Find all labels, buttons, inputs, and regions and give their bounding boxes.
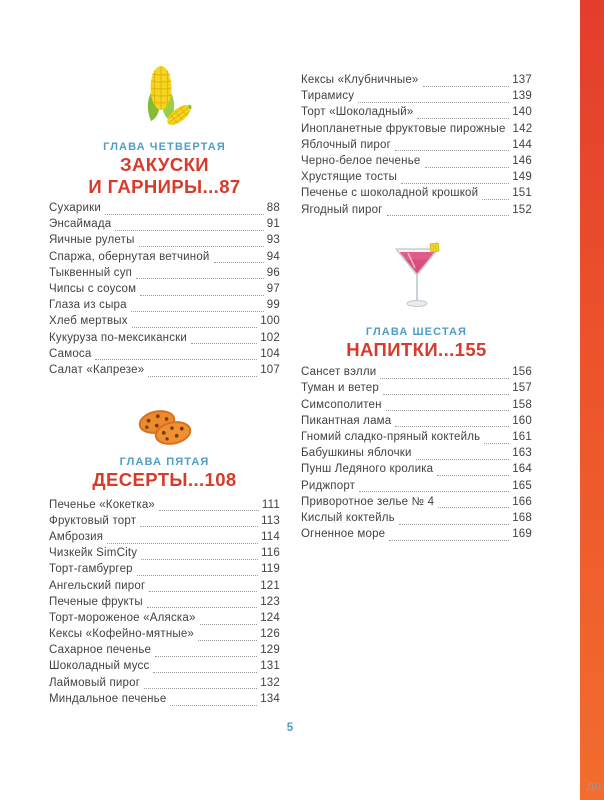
toc-item-label: Энсаймада: [49, 218, 112, 231]
toc-item-label: Симсополитен: [301, 398, 382, 411]
toc-item: [301, 155, 532, 171]
toc-item-label: Кексы «Кофейно-мятные»: [49, 628, 195, 641]
dotted-leader: [147, 607, 257, 608]
dotted-leader: [191, 343, 257, 344]
toc-item-page: 94: [266, 250, 280, 263]
dotted-leader: [416, 459, 510, 460]
toc-item-page: 168: [512, 511, 532, 524]
dotted-leader: [399, 524, 509, 525]
toc-item: [49, 299, 280, 315]
toc-item: [49, 515, 280, 531]
toc-item-label: Кукуруза по-мексикански: [49, 331, 188, 344]
dotted-leader: [115, 230, 263, 231]
toc-item: [301, 106, 532, 122]
dotted-leader: [380, 378, 509, 379]
toc-item-label: Туман и ветер: [301, 382, 379, 395]
left-column: [49, 0, 280, 709]
dotted-leader: [386, 410, 510, 411]
dotted-leader: [359, 491, 509, 492]
toc-item-label: Пунш Ледяного кролика: [301, 463, 434, 476]
dotted-leader: [140, 526, 258, 527]
toc-item-page: 102: [260, 331, 280, 344]
toc-item-label: Яблочный пирог: [301, 138, 392, 151]
page-number: 5: [286, 722, 294, 734]
toc-item-label: Глаза из сыра: [49, 299, 127, 312]
right-column: [301, 0, 532, 544]
toc-list-desserts-continued: [301, 74, 532, 220]
toc-item: [49, 267, 280, 283]
toc-item-label: Инопланетные фруктовые пирожные: [301, 122, 506, 135]
toc-item-label: Гномий сладко-пряный коктейль: [301, 430, 481, 443]
corn-icon: [134, 64, 196, 130]
dotted-leader: [437, 475, 509, 476]
toc-item: [301, 204, 532, 220]
toc-item-page: 91: [266, 218, 280, 231]
toc-item-page: 116: [261, 547, 280, 560]
toc-item: [49, 202, 280, 218]
toc-item-page: 160: [512, 414, 532, 427]
toc-item-page: 165: [512, 479, 532, 492]
toc-item: [49, 547, 280, 563]
toc-item-label: Миндальное печенье: [49, 692, 167, 705]
chapter6-kicker: ГЛАВА ШЕСТАЯ: [365, 325, 468, 338]
toc-item: [49, 628, 280, 644]
dotted-leader: [105, 214, 264, 215]
dotted-leader: [140, 295, 264, 296]
dotted-leader: [95, 359, 257, 360]
toc-item: [49, 693, 280, 709]
toc-item: [301, 447, 532, 463]
toc-item-label: Яичные рулеты: [49, 234, 135, 247]
toc-item: [49, 580, 280, 596]
dotted-leader: [107, 543, 258, 544]
watermark-text: да: [586, 778, 602, 793]
toc-item-page: 163: [512, 447, 532, 460]
toc-item-page: 156: [512, 366, 532, 379]
dotted-leader: [153, 672, 257, 673]
toc-item-label: Тирамису: [301, 90, 355, 103]
toc-item-page: 88: [266, 202, 280, 214]
toc-item-page: 97: [266, 282, 280, 295]
toc-item-page: 114: [261, 530, 280, 543]
toc-item-label: Печенье с шоколадной крошкой: [301, 187, 479, 200]
toc-item-label: Сахарное печенье: [49, 644, 152, 657]
dotted-leader: [482, 199, 509, 200]
toc-list-desserts: [49, 499, 280, 709]
toc-item: [301, 496, 532, 512]
dotted-leader: [383, 394, 509, 395]
dotted-leader: [198, 640, 257, 641]
toc-item: [301, 74, 532, 90]
toc-item-page: 131: [260, 660, 280, 673]
toc-item: [49, 660, 280, 676]
toc-item-label: Печеные фрукты: [49, 595, 143, 608]
toc-item-page: 166: [512, 495, 532, 508]
chapter4-title-line1: ЗАКУСКИ: [120, 154, 209, 175]
chapter4-kicker: ГЛАВА ЧЕТВЕРТАЯ: [103, 141, 226, 153]
toc-item-label: Огненное море: [301, 528, 386, 541]
toc-item: [49, 612, 280, 628]
toc-item-label: Торт-гамбургер: [49, 563, 133, 576]
toc-item: [301, 399, 532, 415]
toc-item-label: Бабушкины яблочки: [301, 447, 412, 460]
toc-item: [49, 644, 280, 660]
toc-item-page: 113: [261, 514, 280, 527]
dotted-leader: [132, 327, 258, 328]
toc-item: [49, 348, 280, 364]
toc-item-page: 158: [512, 398, 532, 411]
dotted-leader: [141, 559, 258, 560]
toc-item-page: 107: [260, 363, 280, 376]
toc-item: [49, 364, 280, 380]
toc-item-label: Торт «Шоколадный»: [301, 106, 414, 119]
toc-item-page: 99: [266, 299, 280, 312]
toc-item-label: Торт-мороженое «Аляска»: [49, 611, 196, 624]
toc-item-label: Приворотное зелье № 4: [301, 495, 435, 508]
toc-item: [49, 677, 280, 693]
toc-item: [49, 332, 280, 348]
dotted-leader: [387, 215, 510, 216]
dotted-leader: [425, 167, 510, 168]
toc-item-label: Лаймовый пирог: [49, 676, 141, 689]
toc-item-label: Печенье «Кокетка»: [49, 498, 156, 511]
toc-item-page: 129: [260, 644, 280, 657]
toc-item-label: Амброзия: [49, 530, 104, 543]
toc-item: [301, 123, 532, 139]
toc-item-page: 111: [261, 498, 280, 511]
toc-item-label: Шоколадный мусс: [49, 660, 150, 673]
toc-list-appetizers: [49, 202, 280, 380]
toc-item-label: Чизкейк SimCity: [49, 547, 138, 560]
toc-item-page: 134: [260, 692, 280, 705]
toc-item-page: 119: [261, 563, 280, 576]
dotted-leader: [149, 591, 257, 592]
toc-item-page: 149: [512, 171, 532, 184]
toc-item-page: 146: [512, 154, 532, 167]
toc-item-label: Фруктовый торт: [49, 514, 137, 527]
toc-item: [301, 90, 532, 106]
toc-item-label: Тыквенный суп: [49, 266, 133, 279]
dotted-leader: [148, 376, 257, 377]
toc-item: [301, 415, 532, 431]
toc-item: [49, 596, 280, 612]
toc-item-page: 121: [260, 579, 280, 592]
toc-item-label: Черно-белое печенье: [301, 154, 421, 167]
toc-item-label: Спаржа, обернутая ветчиной: [49, 250, 210, 263]
chapter4-title-line2: И ГАРНИРЫ...87: [88, 175, 241, 197]
toc-item: [49, 218, 280, 234]
toc-item-page: 144: [512, 138, 532, 151]
dotted-leader: [137, 575, 258, 576]
toc-item: [301, 139, 532, 155]
toc-item: [301, 512, 532, 528]
chapter5-kicker: ГЛАВА ПЯТАЯ: [119, 456, 210, 469]
toc-item-label: Кислый коктейль: [301, 511, 395, 524]
toc-item-page: 100: [260, 315, 280, 328]
dotted-leader: [484, 443, 509, 444]
toc-item: [301, 171, 532, 187]
dotted-leader: [401, 183, 509, 184]
toc-item-label: Сухарики: [49, 202, 101, 214]
toc-item: [49, 563, 280, 579]
dotted-leader: [423, 86, 510, 87]
toc-item-page: 151: [512, 187, 532, 200]
toc-item-label: Салат «Капрезе»: [49, 363, 145, 376]
toc-item-page: 157: [512, 382, 532, 395]
toc-item-label: Ангельский пирог: [49, 579, 146, 592]
toc-item-label: Самоса: [49, 347, 92, 360]
toc-item: [49, 499, 280, 515]
toc-item-page: 142: [512, 122, 533, 135]
toc-item-page: 152: [512, 203, 532, 216]
dotted-leader: [200, 624, 258, 625]
toc-item-page: 124: [260, 611, 280, 624]
toc-item-label: Пикантная лама: [301, 414, 392, 427]
toc-item-page: 137: [512, 74, 532, 86]
cocktail-icon: [394, 242, 440, 314]
toc-item: [301, 480, 532, 496]
toc-item-label: Сансет вэлли: [301, 366, 377, 379]
toc-item-page: 132: [260, 676, 280, 689]
dotted-leader: [136, 278, 264, 279]
dotted-leader: [139, 246, 264, 247]
toc-item: [301, 431, 532, 447]
dotted-leader: [358, 102, 509, 103]
toc-item-page: 164: [512, 463, 532, 476]
toc-item-label: Чипсы с соусом: [49, 282, 137, 295]
toc-item: [301, 187, 532, 203]
dotted-leader: [170, 705, 257, 706]
toc-item-label: Риджпорт: [301, 479, 356, 492]
page-edge-stripe: [580, 0, 604, 800]
toc-item-label: Кексы «Клубничные»: [301, 74, 419, 86]
toc-item-label: Ягодный пирог: [301, 203, 383, 216]
dotted-leader: [417, 118, 509, 119]
toc-item-page: 140: [512, 106, 532, 119]
toc-item-page: 104: [260, 347, 280, 360]
toc-item-label: Хрустящие тосты: [301, 171, 398, 184]
chapter4-title: [49, 154, 280, 197]
dotted-leader: [214, 262, 264, 263]
toc-item: [49, 234, 280, 250]
chapter5-title: ДЕСЕРТЫ...108: [92, 469, 237, 491]
dotted-leader: [144, 688, 257, 689]
toc-item: [49, 251, 280, 267]
toc-item: [301, 463, 532, 479]
toc-item: [49, 531, 280, 547]
dotted-leader: [159, 510, 259, 511]
toc-item-label: Хлеб мертвых: [49, 315, 128, 328]
dotted-leader: [155, 656, 257, 657]
dotted-leader: [131, 311, 264, 312]
toc-item: [49, 315, 280, 331]
toc-item-page: 93: [266, 234, 280, 247]
toc-item: [49, 283, 280, 299]
toc-item: [301, 528, 532, 544]
dotted-leader: [395, 150, 509, 151]
toc-item-page: 126: [260, 628, 280, 641]
cookies-icon: [133, 406, 197, 448]
toc-item-page: 96: [266, 266, 280, 279]
dotted-leader: [389, 540, 509, 541]
toc-item: [301, 382, 532, 398]
chapter6-title: НАПИТКИ...155: [346, 338, 487, 360]
toc-item: [301, 366, 532, 382]
toc-item-page: 161: [512, 430, 532, 443]
dotted-leader: [395, 426, 509, 427]
toc-list-drinks: [301, 366, 532, 544]
dotted-leader: [438, 507, 509, 508]
toc-item-page: 169: [512, 528, 532, 541]
toc-item-page: 139: [512, 90, 532, 103]
toc-item-page: 123: [260, 595, 280, 608]
